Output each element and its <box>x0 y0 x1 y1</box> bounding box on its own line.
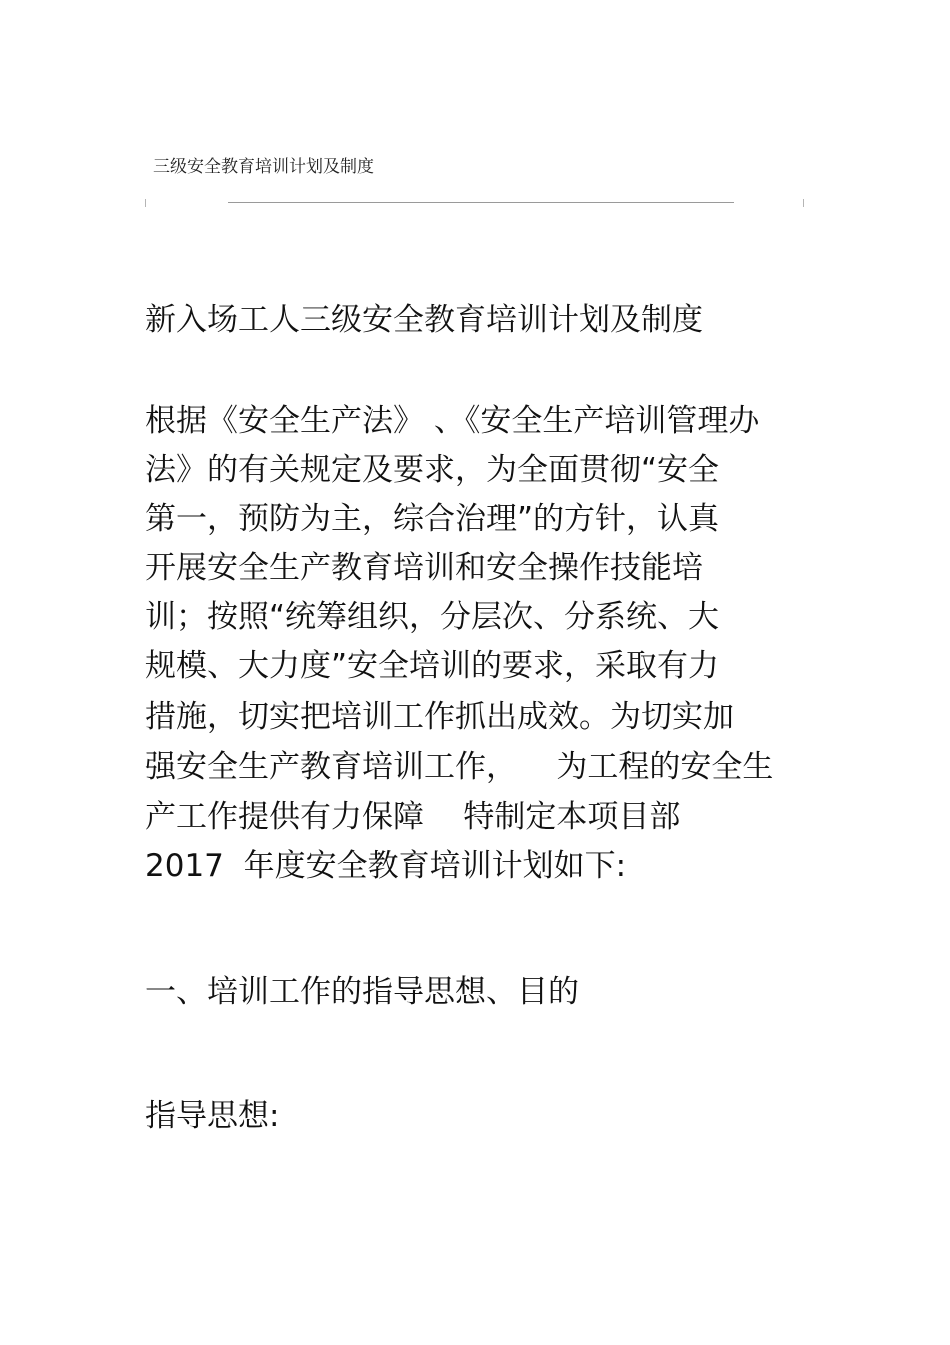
section-heading: 一、培训工作的指导思想、目的 <box>145 974 579 1010</box>
header-corner-mark-left <box>145 199 146 207</box>
header-corner-mark-right <box>803 199 804 207</box>
document-title: 新入场工人三级安全教育培训计划及制度 <box>145 302 703 338</box>
intro-paragraph-line: 规模、大力度”安全培训的要求，采取有力 <box>145 648 720 684</box>
intro-paragraph-line: 法》的有关规定及要求，为全面贯彻“安全 <box>145 452 720 488</box>
section-subheading: 指导思想: <box>145 1098 280 1134</box>
header-divider <box>228 202 734 203</box>
intro-paragraph-line: 2017 年度安全教育培训计划如下: <box>145 848 627 884</box>
intro-paragraph-line: 根据《安全生产法》 、《安全生产培训管理办 <box>145 403 760 439</box>
intro-paragraph-line: 开展安全生产教育培训和安全操作技能培 <box>145 550 703 586</box>
running-header-title: 三级安全教育培训计划及制度 <box>153 157 374 177</box>
intro-paragraph-line: 训；按照“统筹组织，分层次、分系统、大 <box>145 599 720 635</box>
intro-paragraph-line: 措施，切实把培训工作抓出成效。为切实加 <box>145 699 734 735</box>
intro-paragraph-line: 第一，预防为主，综合治理”的方针，认真 <box>145 501 720 537</box>
intro-paragraph-line: 强安全生产教育培训工作， 为工程的安全生 <box>145 749 774 785</box>
intro-paragraph-line: 产工作提供有力保障 特制定本项目部 <box>145 799 681 835</box>
